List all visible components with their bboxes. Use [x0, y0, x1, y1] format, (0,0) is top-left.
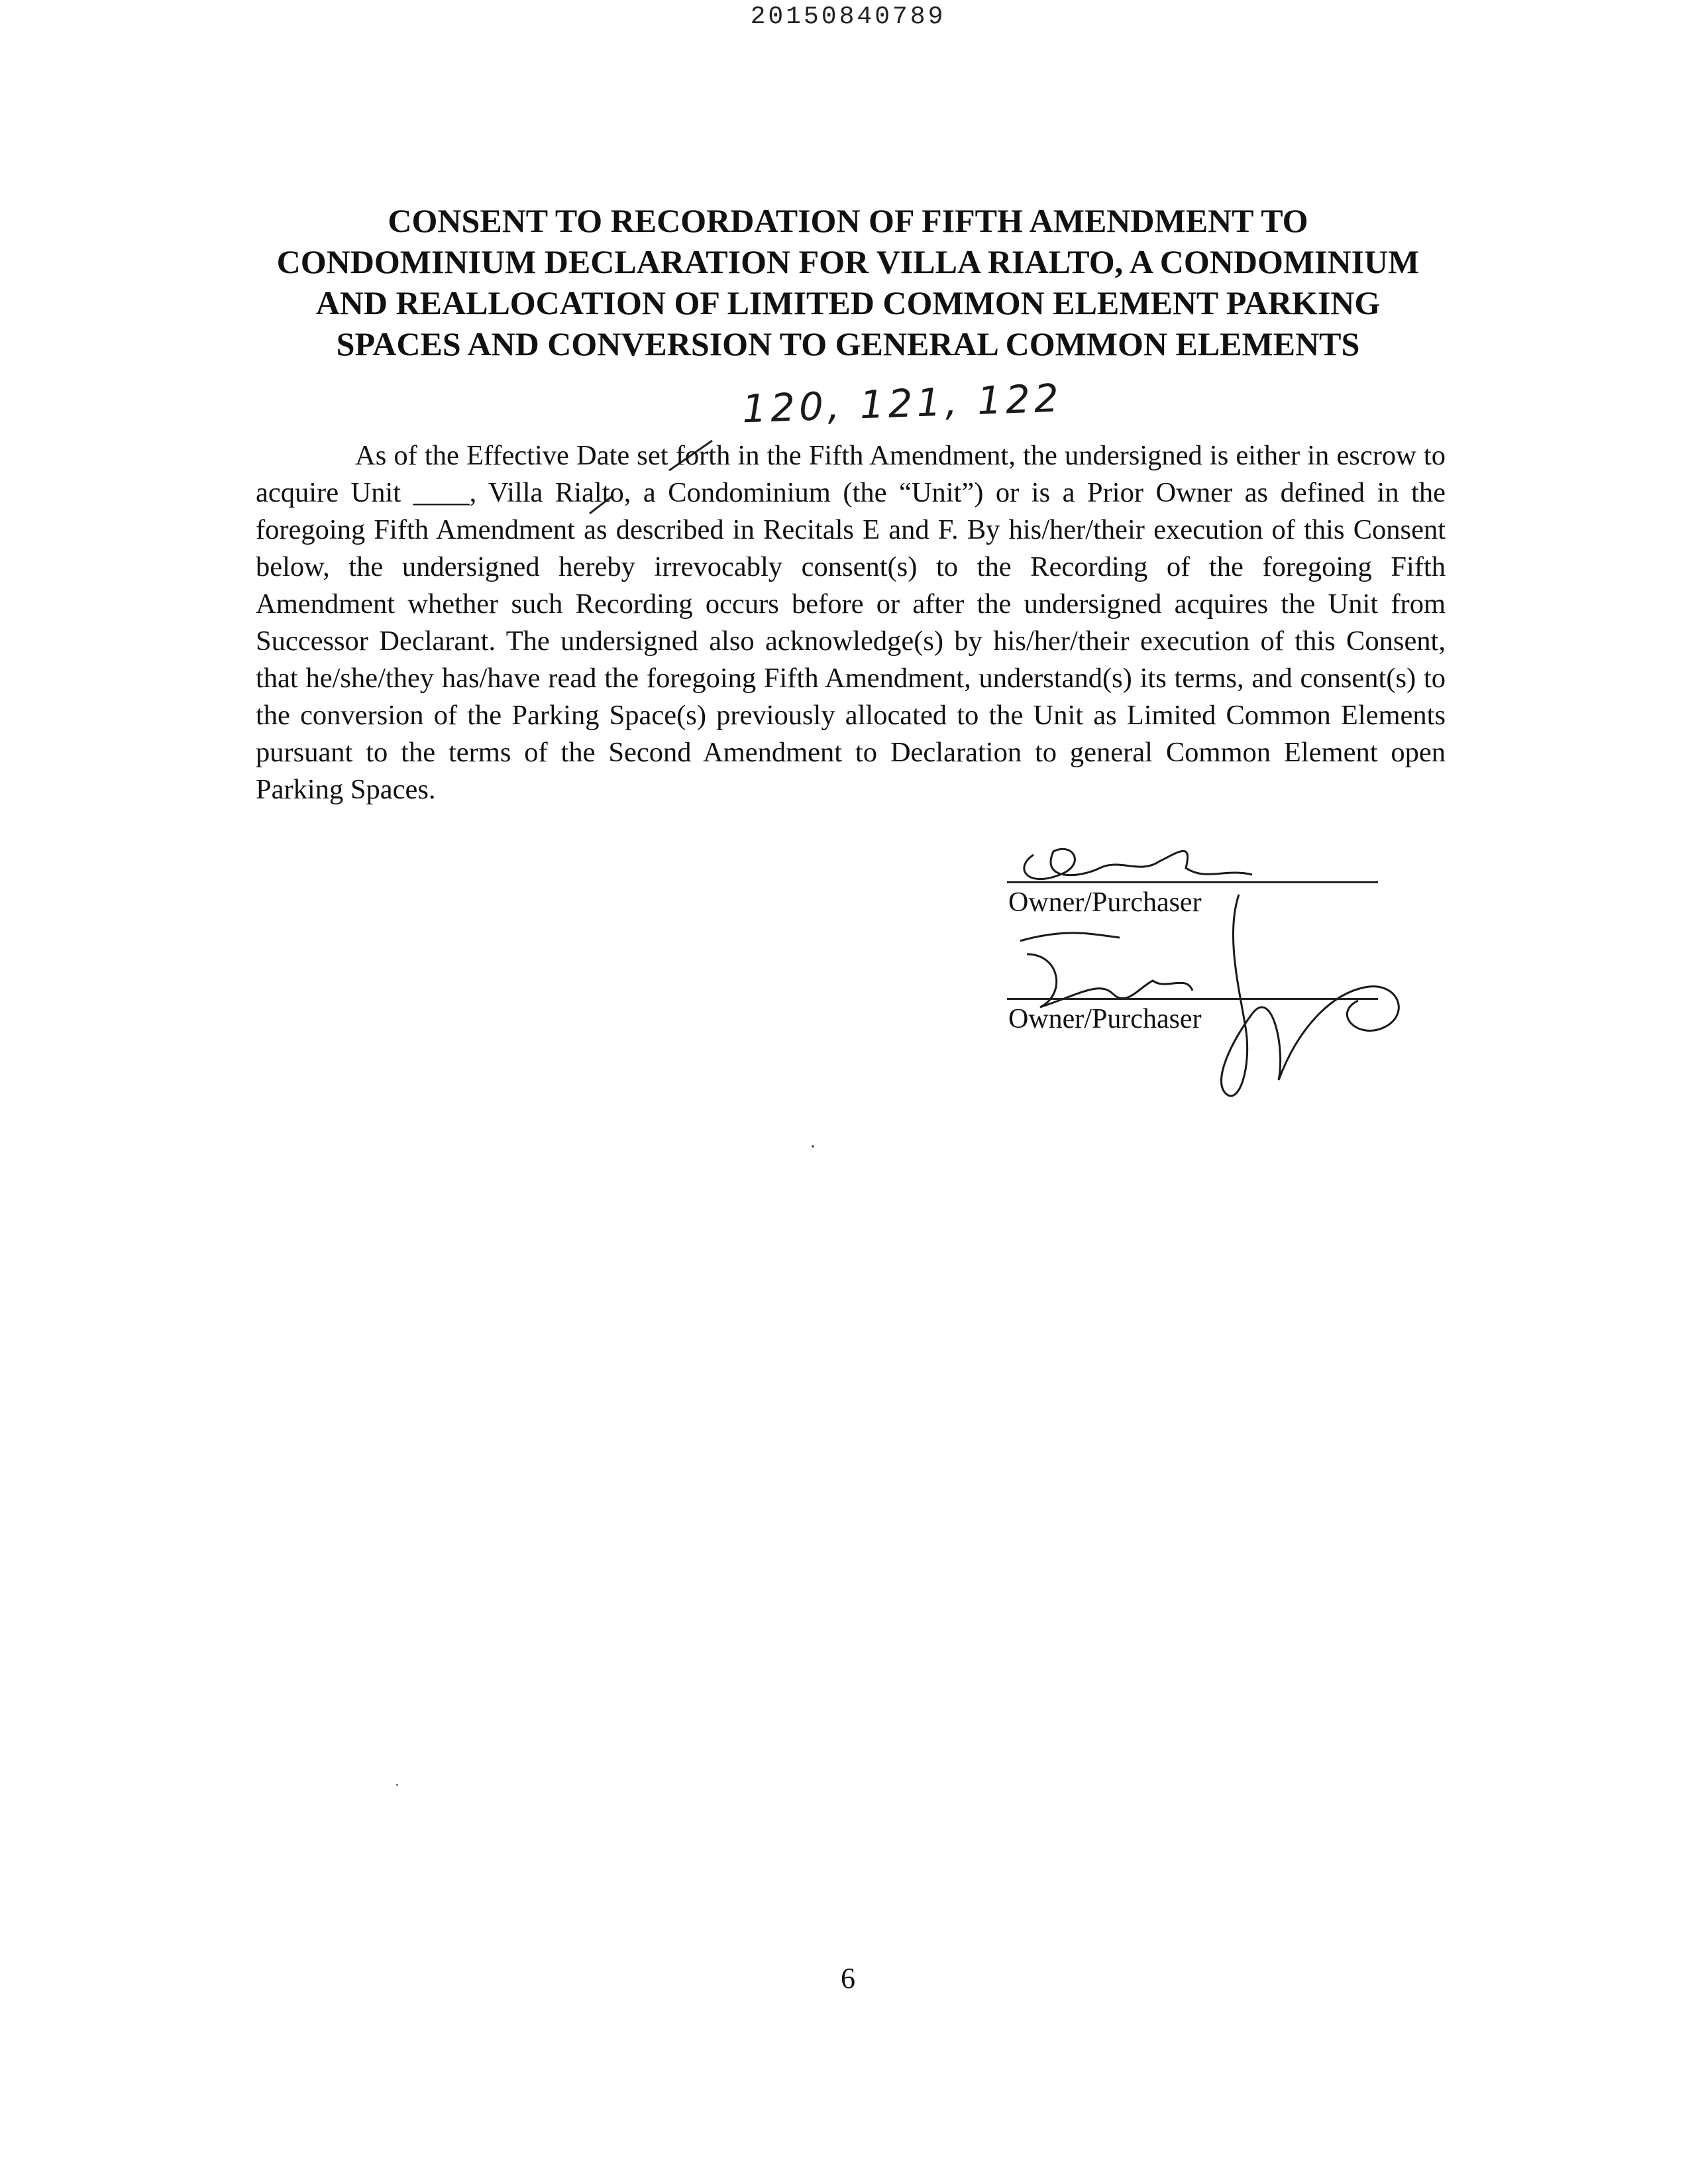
scan-speck: [396, 1784, 398, 1786]
title-line-4: SPACES AND CONVERSION TO GENERAL COMMON ELEMENTS: [336, 325, 1360, 362]
title-line-3: AND REALLOCATION OF LIMITED COMMON ELEMENT PARKING: [315, 284, 1381, 321]
signature-line-2: [1007, 998, 1378, 1000]
signature-scribbles: [987, 828, 1451, 1146]
page-number: 6: [841, 1962, 855, 1994]
signature-block: [987, 828, 1451, 1146]
handwritten-unit-numbers: 120, 121, 122: [741, 375, 1063, 432]
document-title: [199, 200, 1497, 364]
consent-paragraph: As of the Effective Date set forth in the Fifth Amendment, the undersigned is either in escrow to acquire Unit ____, Villa Rialto, a Condominium (the “Unit”) or is a Prior Owner as defined in the foregoing Fifth Amendment as described in Recitals E and F. By his/her/their execution of this Consent below, the undersigned hereby irrevocably consent(s) to the Recording of the foregoing Fifth Amendment whether such Recording occurs before or after the undersigned acquires the Unit from Successor Declarant. The undersigned also acknowledge(s) by his/her/their execution of this Consent, that he/she/they has/have read the foregoing Fifth Amendment, understand(s) its terms, and consent(s) to the conversion of the Parking Space(s) previously allocated to the Unit as Limited Common Elements pursuant to the terms of the Second Amendment to Declaration to general Common Element open Parking Spaces.: [256, 440, 1446, 805]
signature-label-1: Owner/Purchaser: [1008, 887, 1202, 918]
title-line-1: CONSENT TO RECORDATION OF FIFTH AMENDMENT TO: [388, 202, 1308, 239]
scan-speck: [812, 1145, 814, 1148]
signature-label-2: Owner/Purchaser: [1008, 1004, 1202, 1034]
document-number: 20150840789: [750, 3, 946, 31]
signature-line-1: [1007, 881, 1378, 883]
title-line-2: CONDOMINIUM DECLARATION FOR VILLA RIALTO, A CONDOMINIUM: [276, 243, 1420, 280]
